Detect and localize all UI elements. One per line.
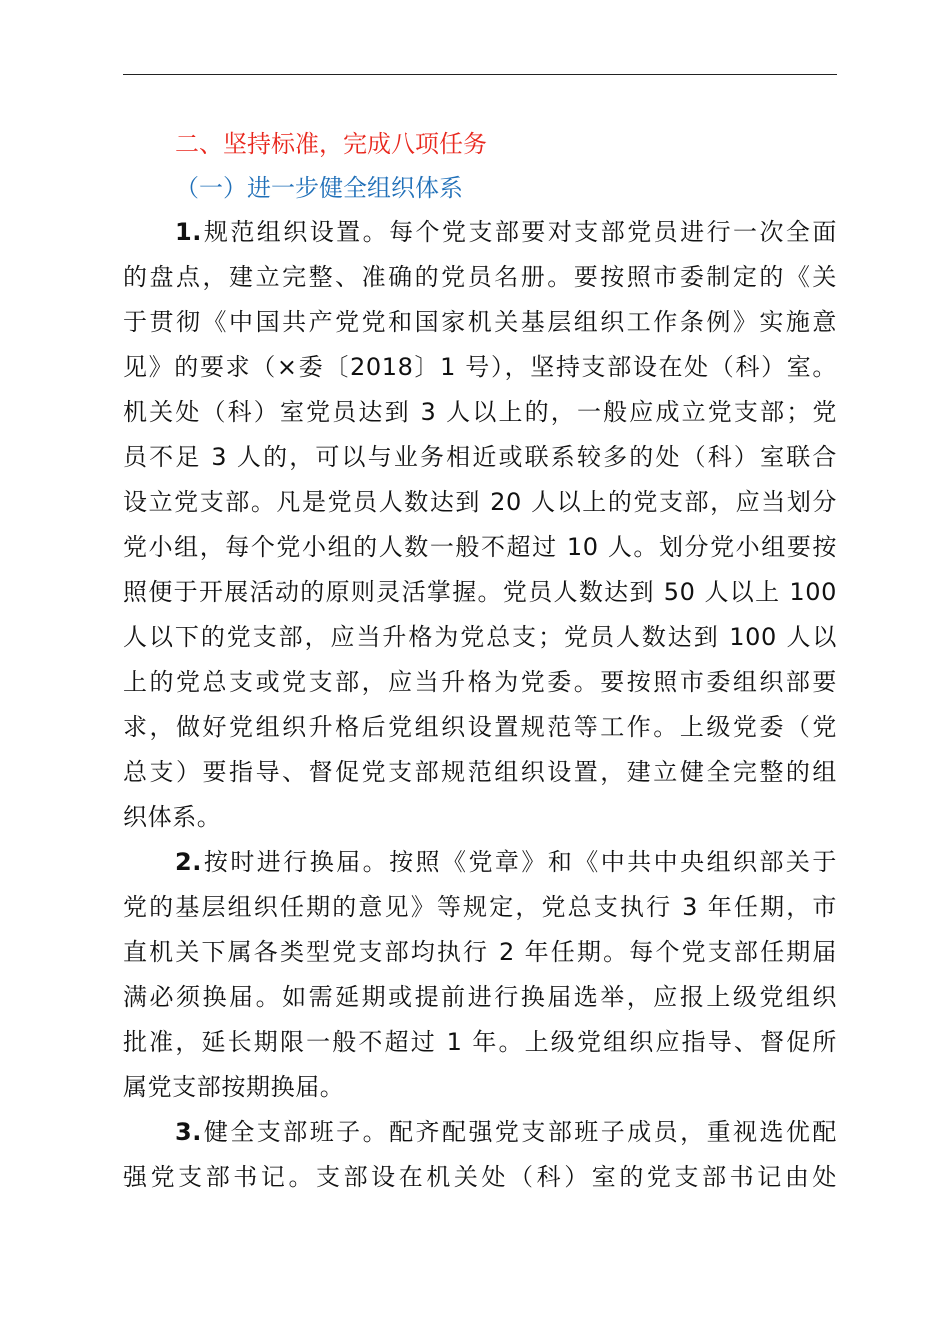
- paragraph-line: 3.健全支部班子。配齐配强党支部班子成员，重视选优配: [175, 1118, 837, 1146]
- paragraph-line: 属党支部按期换届。: [123, 1073, 345, 1101]
- paragraph-line: 的盘点，建立完整、准确的党员名册。要按照市委制定的《关: [123, 263, 837, 291]
- document-body: [123, 122, 837, 1200]
- item-number: 3.: [175, 1118, 203, 1146]
- paragraph-line: 照便于开展活动的原则灵活掌握。党员人数达到 50 人以上 100: [123, 578, 837, 606]
- paragraph-line: 员不足 3 人的，可以与业务相近或联系较多的处（科）室联合: [123, 443, 837, 471]
- paragraph-line: 见》的要求（×委〔2018〕1 号），坚持支部设在处（科）室。: [123, 353, 837, 381]
- paragraph-line: 强党支部书记。支部设在机关处（科）室的党支部书记由处: [123, 1163, 837, 1191]
- paragraph-line: 上的党总支或党支部，应当升格为党委。要按照市委组织部要: [123, 668, 837, 696]
- paragraph-line: 人以下的党支部，应当升格为党总支；党员人数达到 100 人以: [123, 623, 837, 651]
- paragraph-1: [123, 210, 837, 840]
- item-number: 1.: [175, 218, 203, 246]
- paragraph-line: 批准，延长期限一般不超过 1 年。上级党组织应指导、督促所: [123, 1028, 837, 1056]
- paragraph-line: 机关处（科）室党员达到 3 人以上的，一般应成立党支部；党: [123, 398, 837, 426]
- paragraph-line: 总支）要指导、督促党支部规范组织设置，建立健全完整的组: [123, 758, 837, 786]
- paragraph-line: 党小组，每个党小组的人数一般不超过 10 人。划分党小组要按: [123, 533, 837, 561]
- paragraph-line: 满必须换届。如需延期或提前进行换届选举，应报上级党组织: [123, 983, 837, 1011]
- section-heading: 二、坚持标准，完成八项任务: [175, 130, 487, 158]
- paragraph-line: 2.按时进行换届。按照《党章》和《中共中央组织部关于: [175, 848, 837, 876]
- paragraph-line: 直机关下属各类型党支部均执行 2 年任期。每个党支部任期届: [123, 938, 837, 966]
- subsection-heading: （一）进一步健全组织体系: [175, 174, 463, 202]
- paragraph-3: [123, 1110, 837, 1200]
- paragraph-line: 于贯彻《中国共产党党和国家机关基层组织工作条例》实施意: [123, 308, 837, 336]
- header-rule: [123, 74, 837, 75]
- paragraph-line: 设立党支部。凡是党员人数达到 20 人以上的党支部，应当划分: [123, 488, 837, 516]
- paragraph-line: 党的基层组织任期的意见》等规定，党总支执行 3 年任期，市: [123, 893, 837, 921]
- paragraph-line: 1.规范组织设置。每个党支部要对支部党员进行一次全面: [175, 218, 837, 246]
- paragraph-line: 织体系。: [123, 803, 222, 831]
- paragraph-line: 求，做好党组织升格后党组织设置规范等工作。上级党委（党: [123, 713, 837, 741]
- paragraph-2: [123, 840, 837, 1110]
- item-number: 2.: [175, 848, 203, 876]
